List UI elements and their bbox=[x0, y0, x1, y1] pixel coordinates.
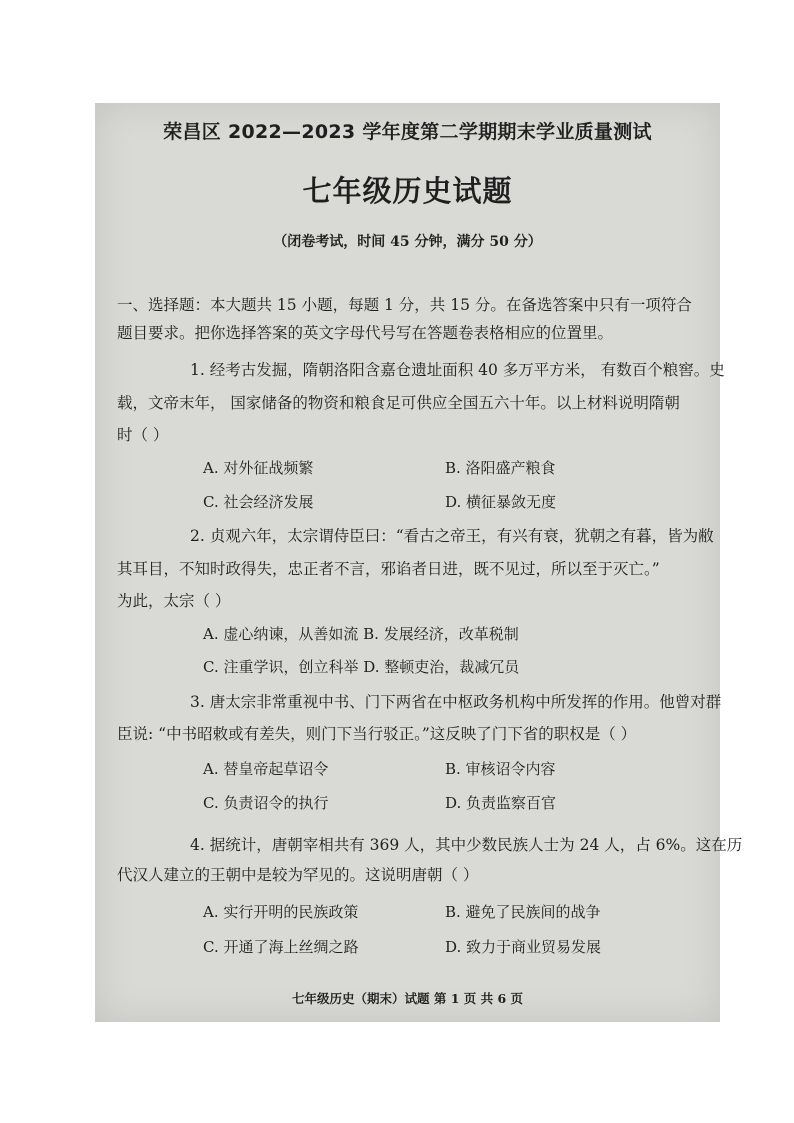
section-instruction-line: 题目要求。把你选择答案的英文字母代号写在答题卷表格相应的位置里。 bbox=[117, 324, 614, 342]
question-3-stem-line: 臣说: “中书昭敕或有差失，则门下当行驳正。”这反映了门下省的职权是（ ） bbox=[117, 725, 637, 743]
question-1-option-d: D. 横征暴敛无度 bbox=[445, 493, 557, 511]
question-4-option-b: B. 避免了民族间的战争 bbox=[445, 903, 601, 921]
page-title: 七年级历史试题 bbox=[302, 174, 513, 208]
question-3-option-a: A. 替皇帝起草诏令 bbox=[203, 760, 329, 778]
question-2-option-ab: A. 虚心纳谏，从善如流 B. 发展经济，改革税制 bbox=[203, 625, 519, 643]
question-1-stem-line: 1. 经考古发掘，隋朝洛阳含嘉仓遗址面积 40 多万平方米， 有数百个粮窖。史 bbox=[190, 361, 725, 379]
exam-info: （闭卷考试，时间 45 分钟，满分 50 分） bbox=[273, 234, 542, 250]
question-1-stem-line: 时（ ） bbox=[117, 426, 169, 444]
question-2-stem-line: 为此，太宗（ ） bbox=[117, 592, 231, 610]
question-2-option-cd: C. 注重学识，创立科举 D. 整顿吏治，裁减冗员 bbox=[203, 658, 520, 676]
question-1-option-a: A. 对外征战频繁 bbox=[203, 459, 314, 477]
question-2-stem-line: 其耳目，不知时政得失，忠正者不言，邪谄者日进，既不见过，所以至于灭亡。” bbox=[117, 560, 660, 578]
question-3-stem-line: 3. 唐太宗非常重视中书、门下两省在中枢政务机构中所发挥的作用。他曾对群 bbox=[190, 693, 722, 711]
question-4-stem-line: 4. 据统计，唐朝宰相共有 369 人，其中少数民族人士为 24 人，占 6%。这在历 bbox=[190, 836, 743, 854]
question-4-option-d: D. 致力于商业贸易发展 bbox=[445, 938, 602, 956]
question-1-stem-line: 载，文帝末年， 国家储备的物资和粮食足可供应全国五六十年。以上材料说明隋朝 bbox=[117, 394, 680, 412]
question-3-option-c: C. 负责诏令的执行 bbox=[203, 794, 329, 812]
question-1-option-c: C. 社会经济发展 bbox=[203, 493, 314, 511]
section-instruction-line: 一、选择题：本大题共 15 小题，每题 1 分，共 15 分。在备选答案中只有一项符合 bbox=[117, 296, 692, 314]
exam-header: 荣昌区 2022—2023 学年度第二学期期末学业质量测试 bbox=[163, 121, 652, 143]
exam-paper bbox=[95, 103, 743, 1022]
question-4-stem-line: 代汉人建立的王朝中是较为罕见的。这说明唐朝（ ） bbox=[117, 866, 479, 884]
question-4-option-a: A. 实行开明的民族政策 bbox=[203, 903, 359, 921]
question-3-option-d: D. 负责监察百官 bbox=[445, 794, 557, 812]
question-2-stem-line: 2. 贞观六年，太宗谓侍臣曰：“看古之帝王，有兴有衰，犹朝之有暮，皆为敝 bbox=[190, 527, 714, 545]
question-1-option-b: B. 洛阳盛产粮食 bbox=[445, 459, 556, 477]
page-footer: 七年级历史（期末）试题 第 1 页 共 6 页 bbox=[291, 991, 523, 1006]
question-4-option-c: C. 开通了海上丝绸之路 bbox=[203, 938, 359, 956]
question-3-option-b: B. 审核诏令内容 bbox=[445, 760, 556, 778]
